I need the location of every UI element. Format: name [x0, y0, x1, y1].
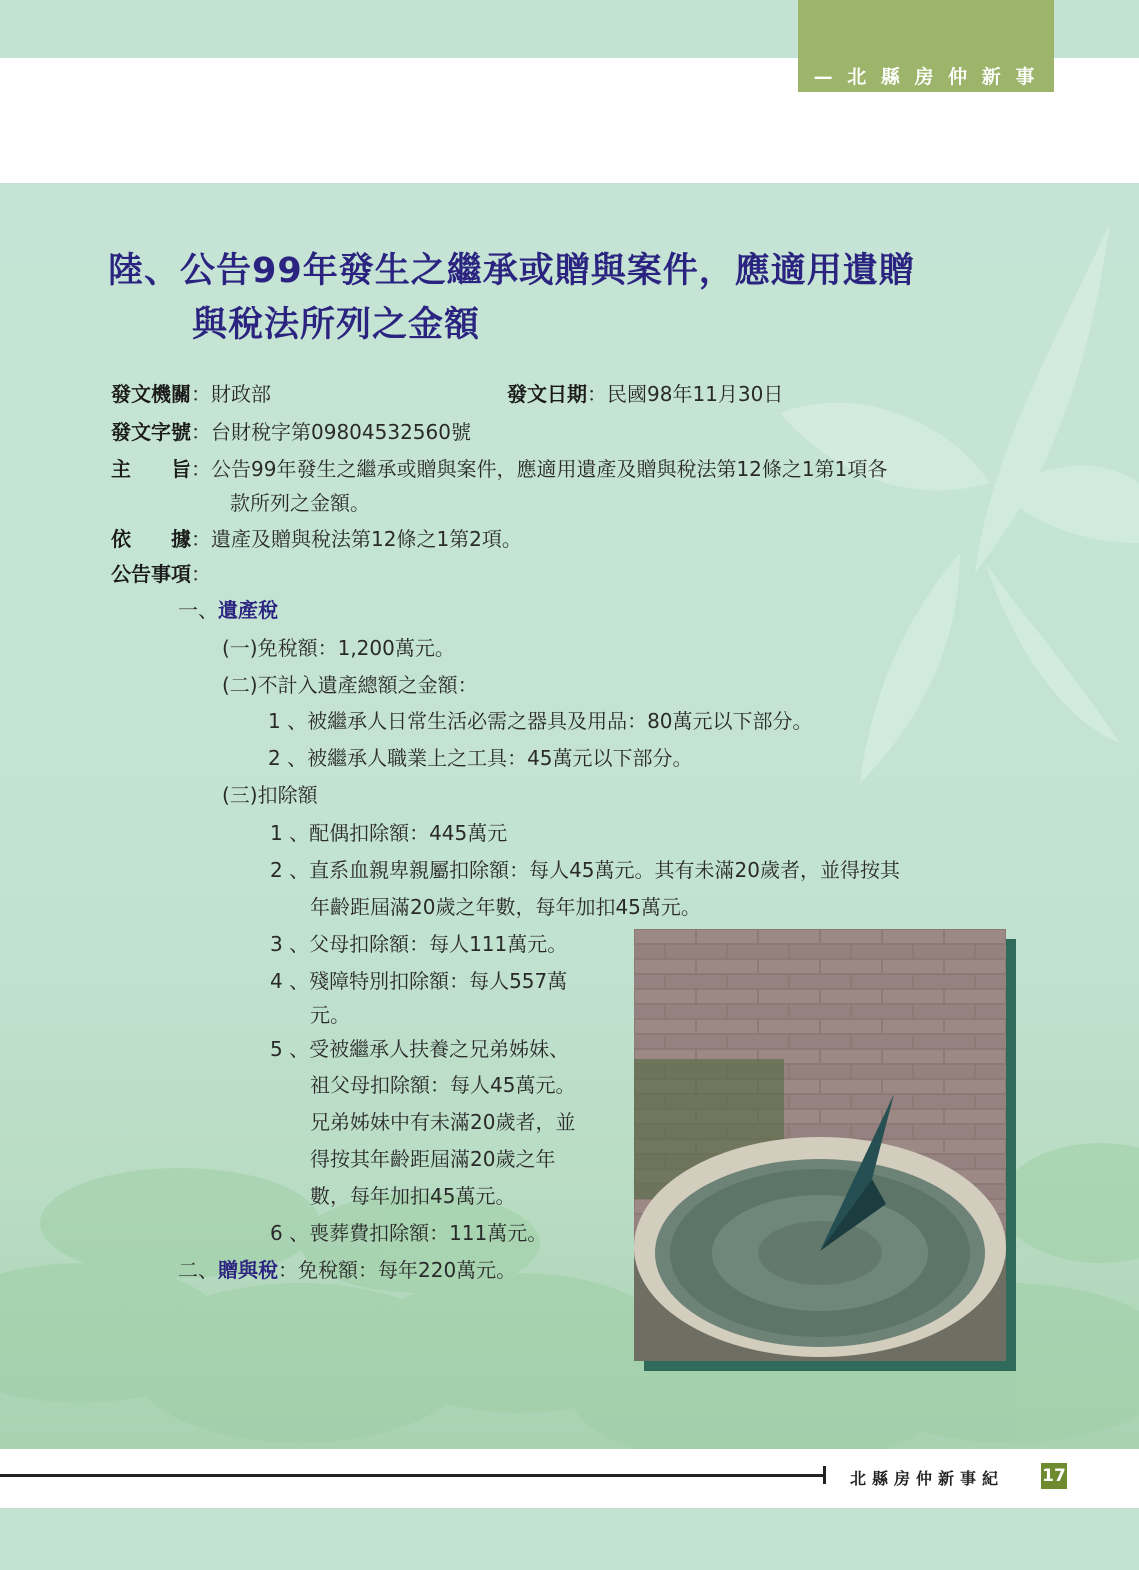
basis-value: ：遺產及贈與稅法第12條之1第2項。 [191, 527, 522, 551]
issuer-row [111, 380, 271, 408]
deduction-5: 5 、受被繼承人扶養之兄弟姊妹、 [270, 1037, 570, 1061]
section-1-title: 遺產稅 [218, 598, 278, 622]
subject-row [111, 455, 887, 483]
header-title: — 北 縣 房 仲 新 事 紀 — [813, 66, 1039, 115]
date-label: 發文日期 [507, 382, 587, 406]
notice-label: 公告事項 [111, 562, 191, 586]
section-2-prefix: 二、 [178, 1258, 218, 1282]
number-value: ：台財稅字第09804532560號 [191, 420, 471, 444]
deduction-2-cont: 年齡距屆滿20歲之年數，每年加扣45萬元。 [310, 895, 701, 919]
deduction-6: 6 、喪葬費扣除額：111萬元。 [270, 1221, 548, 1245]
sundial-photo [634, 929, 1006, 1361]
item-exemption: (一)免稅額：1,200萬元。 [222, 636, 455, 660]
subject-value: ：公告99年發生之繼承或贈與案件，應適用遺產及贈與稅法第12條之1第1項各 [191, 457, 888, 481]
subject-label: 主 旨 [111, 457, 191, 481]
number-label: 發文字號 [111, 420, 191, 444]
date-row [507, 380, 783, 408]
basis-row [111, 525, 522, 553]
date-value: ：民國98年11月30日 [587, 382, 784, 406]
notice-colon: ： [191, 562, 211, 586]
deduction-2: 2 、直系血親卑親屬扣除額：每人45萬元。其有未滿20歲者，並得按其 [270, 858, 900, 882]
section-estate-tax [178, 596, 278, 624]
deduction-4-cont: 元。 [310, 1003, 350, 1027]
footer-rule [0, 1474, 826, 1477]
deduction-3: 3 、父母扣除額：每人111萬元。 [270, 932, 568, 956]
page-number: 17 [1041, 1463, 1067, 1489]
deduction-5-cont-1: 祖父母扣除額：每人45萬元。 [310, 1073, 576, 1097]
subject-value-cont: 款所列之金額。 [230, 491, 370, 515]
section-1-prefix: 一、 [178, 598, 218, 622]
section-2-title: 贈與稅 [218, 1258, 278, 1282]
footer-title: 北縣房仲新事紀 [850, 1469, 1005, 1488]
bottom-band [0, 1508, 1139, 1570]
deduction-5-cont-3: 得按其年齡距屆滿20歲之年 [310, 1147, 556, 1171]
title-line-1: 陸、公告99年發生之繼承或贈與案件，應適用遺贈 [108, 251, 915, 291]
notice-row [111, 560, 211, 588]
item-excluded-2: 2 、被繼承人職業上之工具：45萬元以下部分。 [268, 746, 693, 770]
item-excluded-1: 1 、被繼承人日常生活必需之器具及用品：80萬元以下部分。 [268, 709, 813, 733]
page-title [108, 244, 1038, 352]
item-excluded-amounts: (二)不計入遺產總額之金額： [222, 673, 478, 697]
item-deductions: (三)扣除額 [222, 783, 318, 807]
deduction-5-cont-2: 兄弟姊妹中有未滿20歲者，並 [310, 1110, 576, 1134]
section-2-value: ：免稅額：每年220萬元。 [278, 1258, 517, 1282]
deduction-5-cont-4: 數，每年加扣45萬元。 [310, 1184, 516, 1208]
footer-rule-tick [823, 1466, 826, 1484]
sundial-icon [634, 929, 1006, 1361]
deduction-4: 4 、殘障特別扣除額：每人557萬 [270, 969, 568, 993]
basis-label: 依 據 [111, 527, 191, 551]
issuer-value: ：財政部 [191, 382, 271, 406]
section-gift-tax [178, 1256, 516, 1284]
title-line-2: 與稅法所列之金額 [192, 305, 481, 345]
number-row [111, 418, 471, 446]
deduction-1: 1 、配偶扣除額：445萬元 [270, 821, 508, 845]
issuer-label: 發文機關 [111, 382, 191, 406]
